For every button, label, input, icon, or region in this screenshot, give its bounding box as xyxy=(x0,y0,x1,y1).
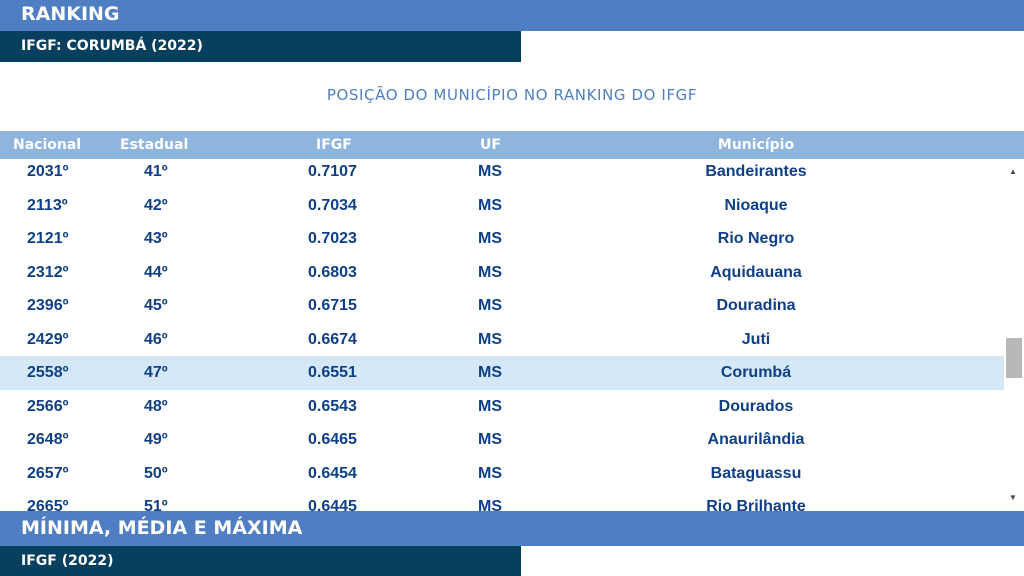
table-rows xyxy=(0,159,1004,511)
cell-estadual: 49º xyxy=(144,431,168,448)
cell-estadual: 43º xyxy=(144,230,168,247)
scrollbar-thumb[interactable] xyxy=(1006,338,1022,378)
cell-ifgf: 0.6715 xyxy=(308,297,357,314)
cell-municipio: Bataguassu xyxy=(710,464,802,482)
cell-ifgf: 0.7023 xyxy=(308,230,357,247)
column-header-ifgf[interactable]: IFGF xyxy=(316,137,352,153)
scroll-down-arrow-icon[interactable]: ▼ xyxy=(1009,493,1017,502)
table-row-selected[interactable] xyxy=(0,356,1004,390)
cell-uf: MS xyxy=(478,464,502,482)
table-header xyxy=(0,131,1024,159)
min-mean-max-subtitle-bar xyxy=(0,546,521,576)
cell-nacional: 2657º xyxy=(27,464,69,482)
cell-estadual: 42º xyxy=(144,196,168,214)
cell-nacional: 2312º xyxy=(27,263,69,281)
cell-municipio: Bandeirantes xyxy=(705,163,807,180)
cell-ifgf: 0.6454 xyxy=(308,464,357,482)
table-row[interactable] xyxy=(0,423,1004,457)
min-mean-max-header-bar xyxy=(0,511,1024,546)
column-header-municipio[interactable]: Município xyxy=(717,137,795,153)
ranking-subtitle: IFGF: CORUMBÁ (2022) xyxy=(21,38,203,54)
cell-uf: MS xyxy=(478,397,502,415)
ranking-title: RANKING xyxy=(21,3,120,25)
cell-municipio: Juti xyxy=(741,330,771,348)
table-row[interactable] xyxy=(0,490,1004,511)
table-row[interactable] xyxy=(0,323,1004,357)
cell-nacional: 2113º xyxy=(27,196,68,214)
cell-nacional: 2121º xyxy=(27,230,69,247)
min-mean-max-subtitle: IFGF (2022) xyxy=(21,553,114,569)
column-header-uf[interactable]: UF xyxy=(480,137,501,153)
cell-ifgf: 0.7034 xyxy=(308,196,357,214)
column-header-nacional[interactable]: Nacional xyxy=(13,137,82,153)
cell-nacional: 2648º xyxy=(27,431,69,448)
cell-uf: MS xyxy=(478,230,502,247)
cell-uf: MS xyxy=(478,163,502,180)
column-header-estadual[interactable]: Estadual xyxy=(120,137,189,153)
cell-uf: MS xyxy=(478,196,502,214)
table-row[interactable] xyxy=(0,256,1004,290)
table-row[interactable] xyxy=(0,159,1004,189)
cell-estadual: 47º xyxy=(144,364,168,381)
cell-ifgf: 0.6445 xyxy=(308,498,357,511)
cell-uf: MS xyxy=(478,364,502,381)
ranking-header-bar xyxy=(0,0,1024,31)
cell-ifgf: 0.6674 xyxy=(308,330,357,348)
cell-nacional: 2396º xyxy=(27,297,69,314)
table-row[interactable] xyxy=(0,222,1004,256)
cell-estadual: 44º xyxy=(144,263,168,281)
cell-municipio: Rio Brilhante xyxy=(706,498,806,511)
cell-nacional: 2558º xyxy=(27,364,69,381)
min-mean-max-title: MÍNIMA, MÉDIA E MÁXIMA xyxy=(21,517,303,539)
cell-estadual: 50º xyxy=(144,464,168,482)
table-row[interactable] xyxy=(0,189,1004,223)
cell-estadual: 48º xyxy=(144,397,168,415)
section-heading: POSIÇÃO DO MUNICÍPIO NO RANKING DO IFGF xyxy=(326,86,698,104)
cell-ifgf: 0.6543 xyxy=(308,397,357,415)
cell-nacional: 2429º xyxy=(27,330,69,348)
cell-ifgf: 0.6551 xyxy=(308,364,357,381)
scroll-up-arrow-icon[interactable]: ▲ xyxy=(1009,167,1017,176)
cell-uf: MS xyxy=(478,263,502,281)
cell-uf: MS xyxy=(478,498,502,511)
cell-ifgf: 0.6803 xyxy=(308,263,357,281)
table-scrollbar[interactable] xyxy=(1004,159,1024,511)
ranking-subtitle-bar xyxy=(0,31,521,62)
cell-estadual: 51º xyxy=(144,498,168,511)
cell-municipio: Rio Negro xyxy=(717,230,795,247)
cell-uf: MS xyxy=(478,297,502,314)
cell-nacional: 2566º xyxy=(27,397,69,415)
cell-municipio: Douradina xyxy=(716,297,796,314)
table-row[interactable] xyxy=(0,289,1004,323)
cell-estadual: 41º xyxy=(144,163,168,180)
table-row[interactable] xyxy=(0,390,1004,424)
cell-uf: MS xyxy=(478,431,502,448)
cell-municipio: Aquidauana xyxy=(710,263,802,281)
cell-municipio: Anaurilândia xyxy=(707,431,805,448)
table-row[interactable] xyxy=(0,457,1004,491)
cell-nacional: 2665º xyxy=(27,498,69,511)
cell-nacional: 2031º xyxy=(27,163,69,180)
cell-municipio: Dourados xyxy=(718,397,794,415)
cell-ifgf: 0.7107 xyxy=(308,163,357,180)
cell-estadual: 46º xyxy=(144,330,168,348)
cell-municipio: Corumbá xyxy=(720,364,792,381)
cell-ifgf: 0.6465 xyxy=(308,431,357,448)
cell-estadual: 45º xyxy=(144,297,168,314)
cell-uf: MS xyxy=(478,330,502,348)
cell-municipio: Nioaque xyxy=(724,196,788,214)
ranking-table-body[interactable] xyxy=(0,159,1004,511)
